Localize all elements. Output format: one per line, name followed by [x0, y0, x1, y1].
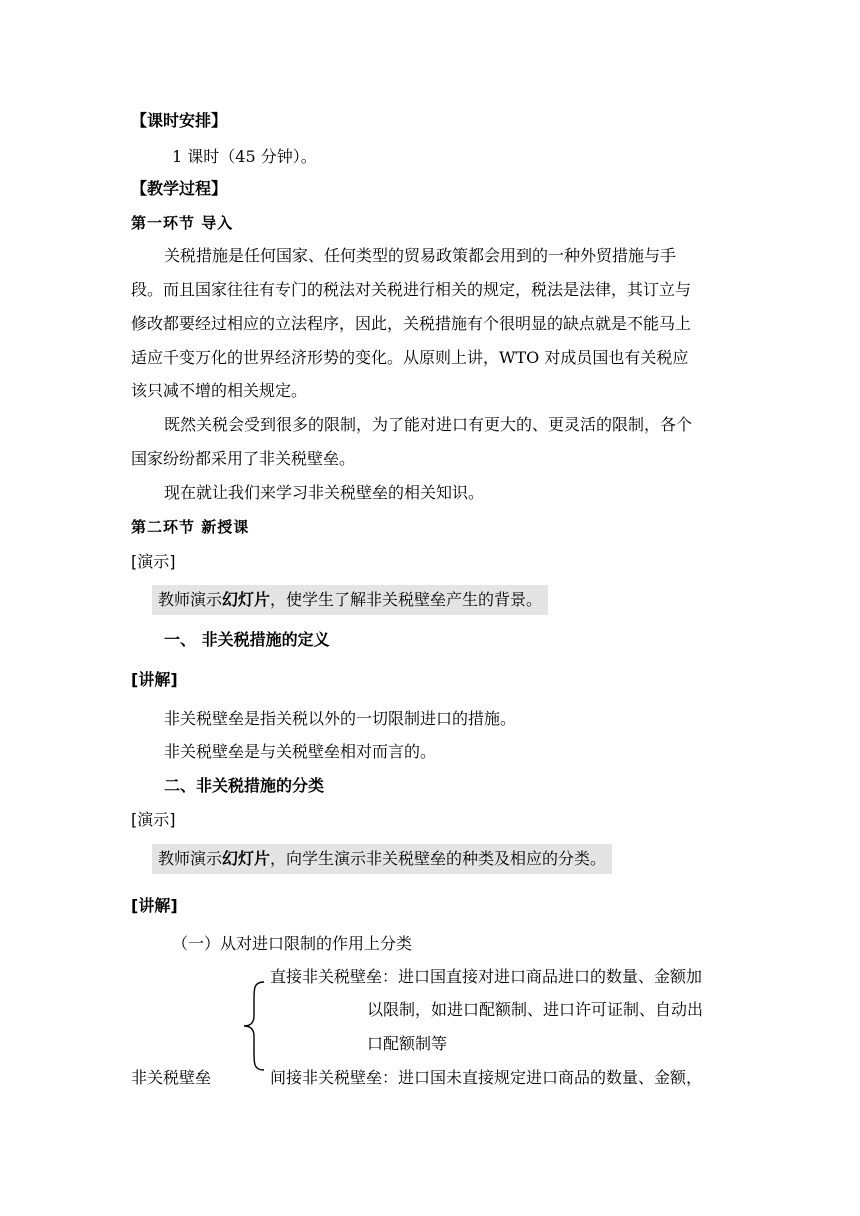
demo-text-bold: 幻灯片: [222, 590, 271, 609]
explain-line: 非关税壁垒是与关税壁垒相对而言的。: [164, 742, 437, 761]
demo-highlight-box: [152, 844, 612, 874]
section1-p1-line: 段。而且国家往往有专门的税法对关税进行相关的规定，税法是法律，其订立与: [131, 280, 692, 299]
demo-text-bold: 幻灯片: [222, 849, 271, 868]
schedule-text: 1 课时（45 分钟）。: [172, 147, 317, 166]
demo-tag: [演示]: [131, 552, 176, 571]
classification-root: 非关税壁垒: [131, 1068, 212, 1087]
demo-text-prefix: 教师演示: [158, 849, 223, 868]
demo-text-prefix: 教师演示: [158, 590, 223, 609]
demo-text-suffix: ，使学生了解非关税壁垒产生的背景。: [270, 590, 543, 609]
section1-p2-line: 既然关税会受到很多的限制，为了能对进口有更大的、更灵活的限制，各个: [164, 415, 693, 434]
demo-tag: [演示]: [131, 810, 176, 829]
section1-p3: 现在就让我们来学习非关税壁垒的相关知识。: [164, 483, 485, 502]
schedule-heading: 【课时安排】: [131, 111, 228, 130]
subsection-definition: 一、 非关税措施的定义: [164, 630, 330, 649]
section1-p1-line: 修改都要经过相应的立法程序，因此，关税措施有个很明显的缺点就是不能马上: [131, 314, 692, 333]
section1-p2-line: 国家纷纷都采用了非关税壁垒。: [131, 449, 356, 468]
section1-title: 第一环节 导入: [131, 214, 234, 232]
classification-subhead: （一）从对进口限制的作用上分类: [172, 934, 413, 953]
process-heading: 【教学过程】: [131, 179, 228, 198]
section1-p1-line: 关税措施是任何国家、任何类型的贸易政策都会用到的一种外贸措施与手: [164, 246, 677, 265]
demo-highlight-box: [152, 585, 548, 615]
subsection-classification: 二、非关税措施的分类: [164, 776, 325, 795]
direct-barrier-line: 直接非关税壁垒：进口国直接对进口商品进口的数量、金额加: [270, 967, 703, 986]
demo-text-suffix: ，向学生演示非关税壁垒的种类及相应的分类。: [270, 849, 607, 868]
direct-barrier-line: 以限制，如进口配额制、进口许可证制、自动出: [367, 1000, 704, 1019]
direct-barrier-line: 口配额制等: [367, 1034, 448, 1053]
section1-p1-line: 适应千变万化的世界经济形势的变化。从原则上讲，WTO 对成员国也有关税应: [131, 348, 689, 367]
explain-tag: [讲解]: [131, 670, 178, 689]
explain-tag: [讲解]: [131, 896, 178, 915]
explain-line: 非关税壁垒是指关税以外的一切限制进口的措施。: [164, 709, 517, 728]
curly-brace-icon: [238, 980, 268, 1072]
indirect-barrier-line: 间接非关税壁垒：进口国未直接规定进口商品的数量、金额，: [270, 1068, 703, 1087]
section1-p1-line: 该只减不增的相关规定。: [131, 381, 308, 400]
section2-title: 第二环节 新授课: [131, 518, 250, 536]
